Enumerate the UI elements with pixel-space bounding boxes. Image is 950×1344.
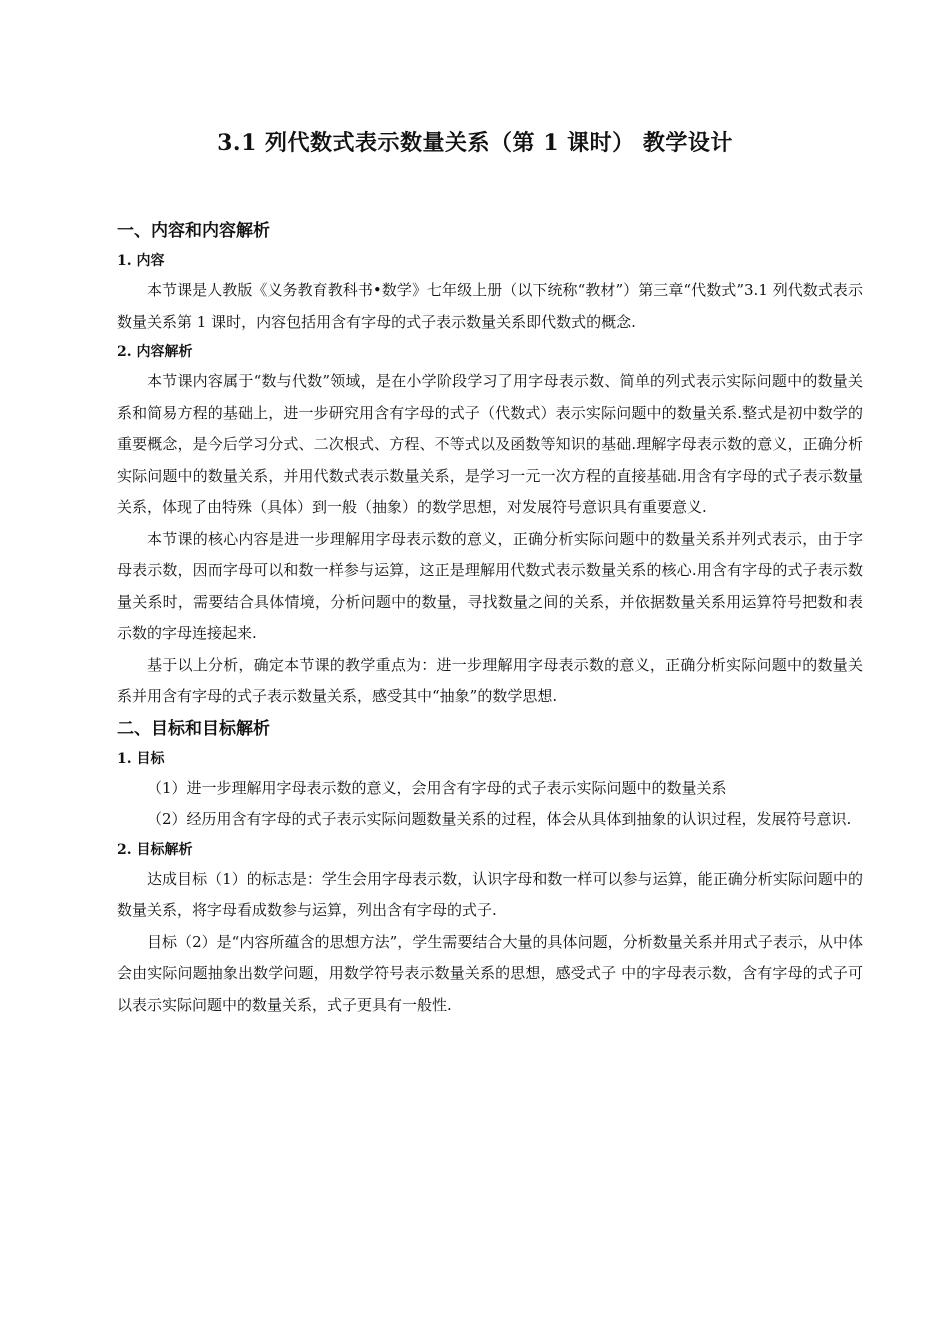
subsection-heading-content-analysis: 2. 内容解析 [117,344,193,360]
paragraph: （1）进一步理解用字母表示数的意义，会用含有字母的式子表示实际问题中的数量关系 [147,778,727,797]
paragraph: （2）经历用含有字母的式子表示实际问题数量关系的过程，体会从具体到抽象的认识过程，发展符号意识. [147,810,852,828]
paragraph: 基于以上分析，确定本节课的教学重点为：进一步理解用字母表示数的意义，正确分析实际问题中的数量关系并用含有字母的式子表示数量关系，感受其中“抽象”的数学思想. [117,655,863,705]
document-title: 3.1 列代数式表示数量关系（第 1 课时） 教学设计 [217,130,733,156]
paragraph: 本节课是人教版《义务教育教科书•数学》七年级上册（以下统称“教材”）第三章“代数式”3.1 列代数式表示数量关系第 1 课时，内容包括用含有字母的式子表示数量关系即代数式的概念. [117,281,863,331]
paragraph: 目标（2）是“内容所蕴含的思想方法”，学生需要结合大量的具体问题，分析数量关系并用式子表示，从中体会由实际问题抽象出数学问题，用数学符号表示数量关系的思想，感受式子 中的字母表示数，含有字母的式子可以表示实际问题中的数量关系，式子更具有一般性. [117,932,863,1014]
document-body [117,215,863,1021]
paragraph: 本节课内容属于“数与代数”领域，是在小学阶段学习了用字母表示数、简单的列式表示实际问题中的数量关系和简易方程的基础上，进一步研究用含有字母的式子（代数式）表示实际问题中的数量关系.整式是初中数学的重要概念，是今后学习分式、二次根式、方程、不等式以及函数等知识的基础.理解字母表示数的意义，正确分析实际问题中的数量关系，并用代数式表示数量关系，是学习一元一次方程的直接基础.用含有字母的式子表示数量关系，体现了由特殊（具体）到一般（抽象）的数学思想，对发展符号意识具有重要意义. [117,372,863,516]
subsection-heading-goals: 1. 目标 [117,750,165,767]
subsection-heading-goal-analysis: 2. 目标解析 [117,841,193,858]
section-heading-content: 一、内容和内容解析 [117,221,270,241]
subsection-heading-content: 1. 内容 [117,253,165,269]
section-heading-goals: 二、目标和目标解析 [117,718,270,739]
paragraph: 达成目标（1）的标志是：学生会用字母表示数，认识字母和数一样可以参与运算，能正确分析实际问题中的数量关系，将字母看成数参与运算，列出含有字母的式子. [117,869,863,919]
paragraph: 本节课的核心内容是进一步理解用字母表示数的意义，正确分析实际问题中的数量关系并列式表示，由于字母表示数，因而字母可以和数一样参与运算，这正是理解用代数式表示数量关系的核心.用含有字母的式子表示数量关系时，需要结合具体情境，分析问题中的数量，寻找数量之间的关系，并依据数量关系用运算符号把数和表示数的字母连接起来. [117,529,863,642]
